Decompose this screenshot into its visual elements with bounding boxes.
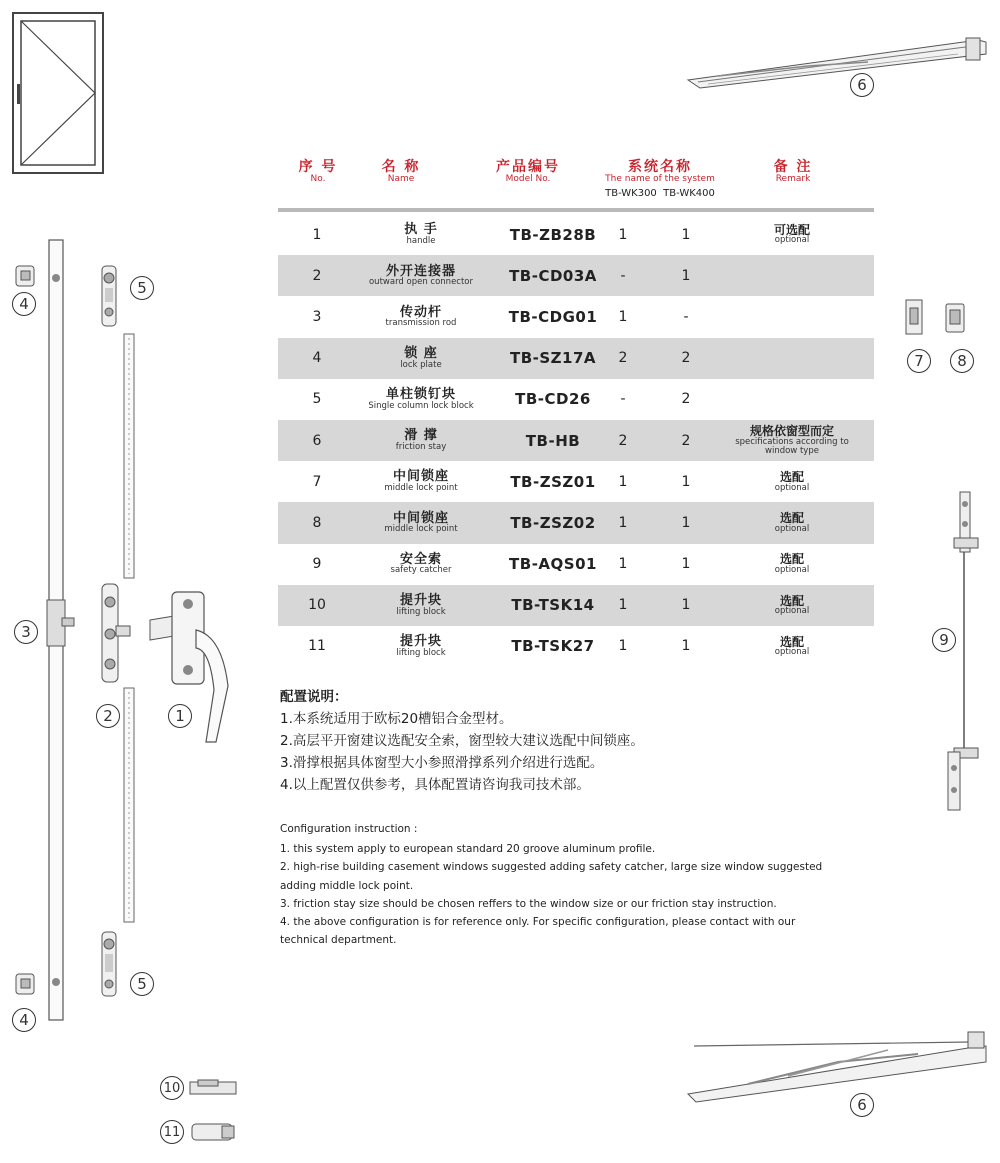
row-qty-b: 2: [681, 432, 691, 449]
row-qty-b: 1: [681, 473, 691, 490]
row-no: 2: [312, 267, 322, 284]
config-notes-en: [280, 820, 840, 949]
row-name: 单柱锁钉块 Single column lock block: [368, 387, 474, 411]
row-no: 9: [312, 556, 322, 573]
table-row: [278, 502, 874, 543]
callout-6-top: 6: [850, 73, 874, 97]
row-model: TB-ZSZ01: [510, 472, 596, 491]
lock-plate-bottom-drawing: [14, 972, 38, 998]
table-row: [278, 626, 874, 667]
table-row: [278, 255, 874, 296]
row-name: 提升块 lifting block: [396, 634, 446, 658]
row-model: TB-TSK14: [511, 596, 595, 615]
row-model: TB-CD03A: [509, 266, 597, 285]
table-row: [278, 214, 874, 255]
row-remark: [730, 379, 854, 420]
row-qty-b: 2: [681, 391, 691, 408]
row-no: 8: [312, 514, 322, 531]
middle-lock-point-8-drawing: [942, 302, 968, 336]
row-qty-b: 1: [681, 267, 691, 284]
callout-3: 3: [14, 620, 38, 644]
row-remark: [730, 296, 854, 337]
table-row: [278, 379, 874, 420]
row-no: 11: [308, 638, 326, 655]
callout-5-top: 5: [130, 276, 154, 300]
config-notes-en-title: Configuration instruction :: [280, 823, 418, 835]
config-note-en: 2. high-rise building casement windows suggested adding safety catcher, large size window suggested adding middle lock point.: [280, 861, 823, 892]
config-notes-zh-title: 配置说明：: [280, 689, 348, 705]
row-model: TB-CDG01: [508, 307, 598, 326]
row-qty-a: -: [620, 391, 626, 408]
row-model: TB-ZSZ02: [510, 513, 596, 532]
config-note-en: 3. friction stay size should be chosen reffers to the window size or our friction stay instruction.: [280, 897, 777, 910]
row-name: 外开连接器 outward open connector: [368, 263, 474, 288]
row-qty-a: 1: [618, 597, 628, 614]
row-no: 3: [312, 308, 322, 325]
header-system-a: TB-WK300: [605, 188, 657, 200]
callout-2: 2: [96, 704, 120, 728]
config-note-zh: 3.滑撑根据具体窗型大小参照滑撑系列介绍进行选配。: [280, 755, 604, 771]
row-remark: 选配 optional: [774, 511, 810, 534]
callout-11: 11: [160, 1120, 184, 1144]
row-name: 传动杆 transmission rod: [385, 304, 457, 329]
row-model: TB-HB: [525, 431, 581, 450]
row-qty-b: 1: [681, 556, 691, 573]
row-remark: 规格依窗型而定 specifications according to window type: [735, 424, 849, 456]
rod-upper-drawing: [122, 334, 136, 580]
middle-lock-point-7-drawing: [904, 298, 926, 338]
header-name: 名 称 Name: [381, 159, 421, 185]
row-name: 中间锁座 middle lock point: [384, 510, 458, 535]
callout-5-bottom: 5: [130, 972, 154, 996]
row-qty-a: 1: [618, 638, 628, 655]
header-rule: [278, 208, 874, 212]
row-remark: 选配 optional: [774, 634, 810, 658]
row-qty-b: 1: [681, 226, 691, 243]
row-name: 提升块 lifting block: [396, 593, 446, 617]
row-model: TB-ZB28B: [509, 225, 597, 244]
row-name: 执 手 handle: [404, 222, 438, 246]
callout-4-top: 4: [12, 292, 36, 316]
lock-block-bottom-drawing: [96, 930, 124, 1000]
table-row: [278, 544, 874, 585]
row-qty-a: 1: [618, 514, 628, 531]
row-no: 7: [312, 473, 322, 490]
row-model: TB-AQS01: [509, 555, 597, 574]
callout-10: 10: [160, 1076, 184, 1100]
callout-1: 1: [168, 704, 192, 728]
config-note-zh: 2.高层平开窗建议选配安全索，窗型较大建议选配中间锁座。: [280, 733, 644, 749]
config-note-zh: 4.以上配置仅供参考，具体配置请咨询我司技术部。: [280, 777, 590, 793]
header-no: 序 号 No.: [298, 159, 338, 185]
transmission-rod-drawing: [44, 240, 68, 1020]
row-no: 4: [312, 350, 322, 367]
row-no: 5: [312, 391, 322, 408]
header-remark: 备 注 Remark: [773, 159, 813, 185]
row-no: 10: [308, 597, 326, 614]
callout-8: 8: [950, 349, 974, 373]
row-qty-a: 1: [618, 556, 628, 573]
row-remark: 选配 optional: [774, 552, 810, 575]
row-qty-a: 1: [618, 226, 628, 243]
callout-6-bottom: 6: [850, 1093, 874, 1117]
parts-table: [278, 214, 874, 667]
row-qty-a: 2: [618, 432, 628, 449]
row-qty-a: -: [620, 267, 626, 284]
row-remark: 选配 optional: [774, 593, 810, 617]
row-name: 安全索 safety catcher: [390, 551, 452, 576]
row-model: TB-SZ17A: [509, 349, 597, 368]
config-note-en: 4. the above configuration is for reference only. For specific configuration, please contact with our technical department.: [280, 916, 796, 947]
header-model: 产品编号 Model No.: [496, 159, 560, 185]
row-qty-a: 1: [618, 473, 628, 490]
row-remark: [730, 255, 854, 296]
row-qty-b: 1: [681, 597, 691, 614]
lock-block-top-drawing: [96, 264, 124, 330]
config-note-en: 1. this system apply to european standard 20 groove aluminum profile.: [280, 843, 656, 856]
row-qty-b: 2: [681, 350, 691, 367]
table-row: [278, 338, 874, 379]
table-row: [278, 420, 874, 461]
callout-4-bottom: 4: [12, 1008, 36, 1032]
lifting-block-10-drawing: [188, 1078, 240, 1100]
header-system-b: TB-WK400: [663, 188, 715, 200]
callout-9: 9: [932, 628, 956, 652]
row-model: TB-CD26: [515, 390, 591, 409]
connector-drawing: [96, 582, 136, 686]
row-qty-b: 1: [681, 514, 691, 531]
row-qty-a: 1: [618, 308, 628, 325]
header-system: 系统名称 The name of the system TB-WK300 TB-WK400: [605, 159, 715, 200]
row-remark: [730, 338, 854, 379]
row-remark: 选配 optional: [774, 469, 810, 493]
lifting-block-11-drawing: [188, 1120, 240, 1144]
table-row: [278, 461, 874, 502]
row-name: 锁 座 lock plate: [400, 345, 442, 370]
row-qty-b: 1: [681, 638, 691, 655]
row-name: 滑 撑 friction stay: [395, 428, 447, 452]
lock-plate-top-drawing: [14, 264, 38, 290]
table-row: [278, 585, 874, 626]
row-no: 1: [312, 226, 322, 243]
row-qty-b: -: [683, 308, 689, 325]
rod-lower-drawing: [122, 688, 136, 924]
callout-7: 7: [907, 349, 931, 373]
row-no: 6: [312, 432, 322, 449]
friction-stay-top-drawing: [688, 36, 988, 96]
row-name: 中间锁座 middle lock point: [384, 469, 458, 494]
row-qty-a: 2: [618, 350, 628, 367]
row-model: TB-TSK27: [511, 637, 595, 656]
table-row: [278, 296, 874, 337]
friction-stay-bottom-drawing: [688, 1032, 988, 1104]
row-remark: 可选配 optional: [773, 222, 810, 246]
config-notes-zh: [280, 686, 644, 796]
safety-catcher-drawing: [944, 490, 980, 816]
handle-drawing: [146, 586, 236, 746]
config-note-zh: 1.本系统适用于欧标20槽铝合金型材。: [280, 711, 513, 727]
window-frame-icon: [12, 12, 104, 174]
